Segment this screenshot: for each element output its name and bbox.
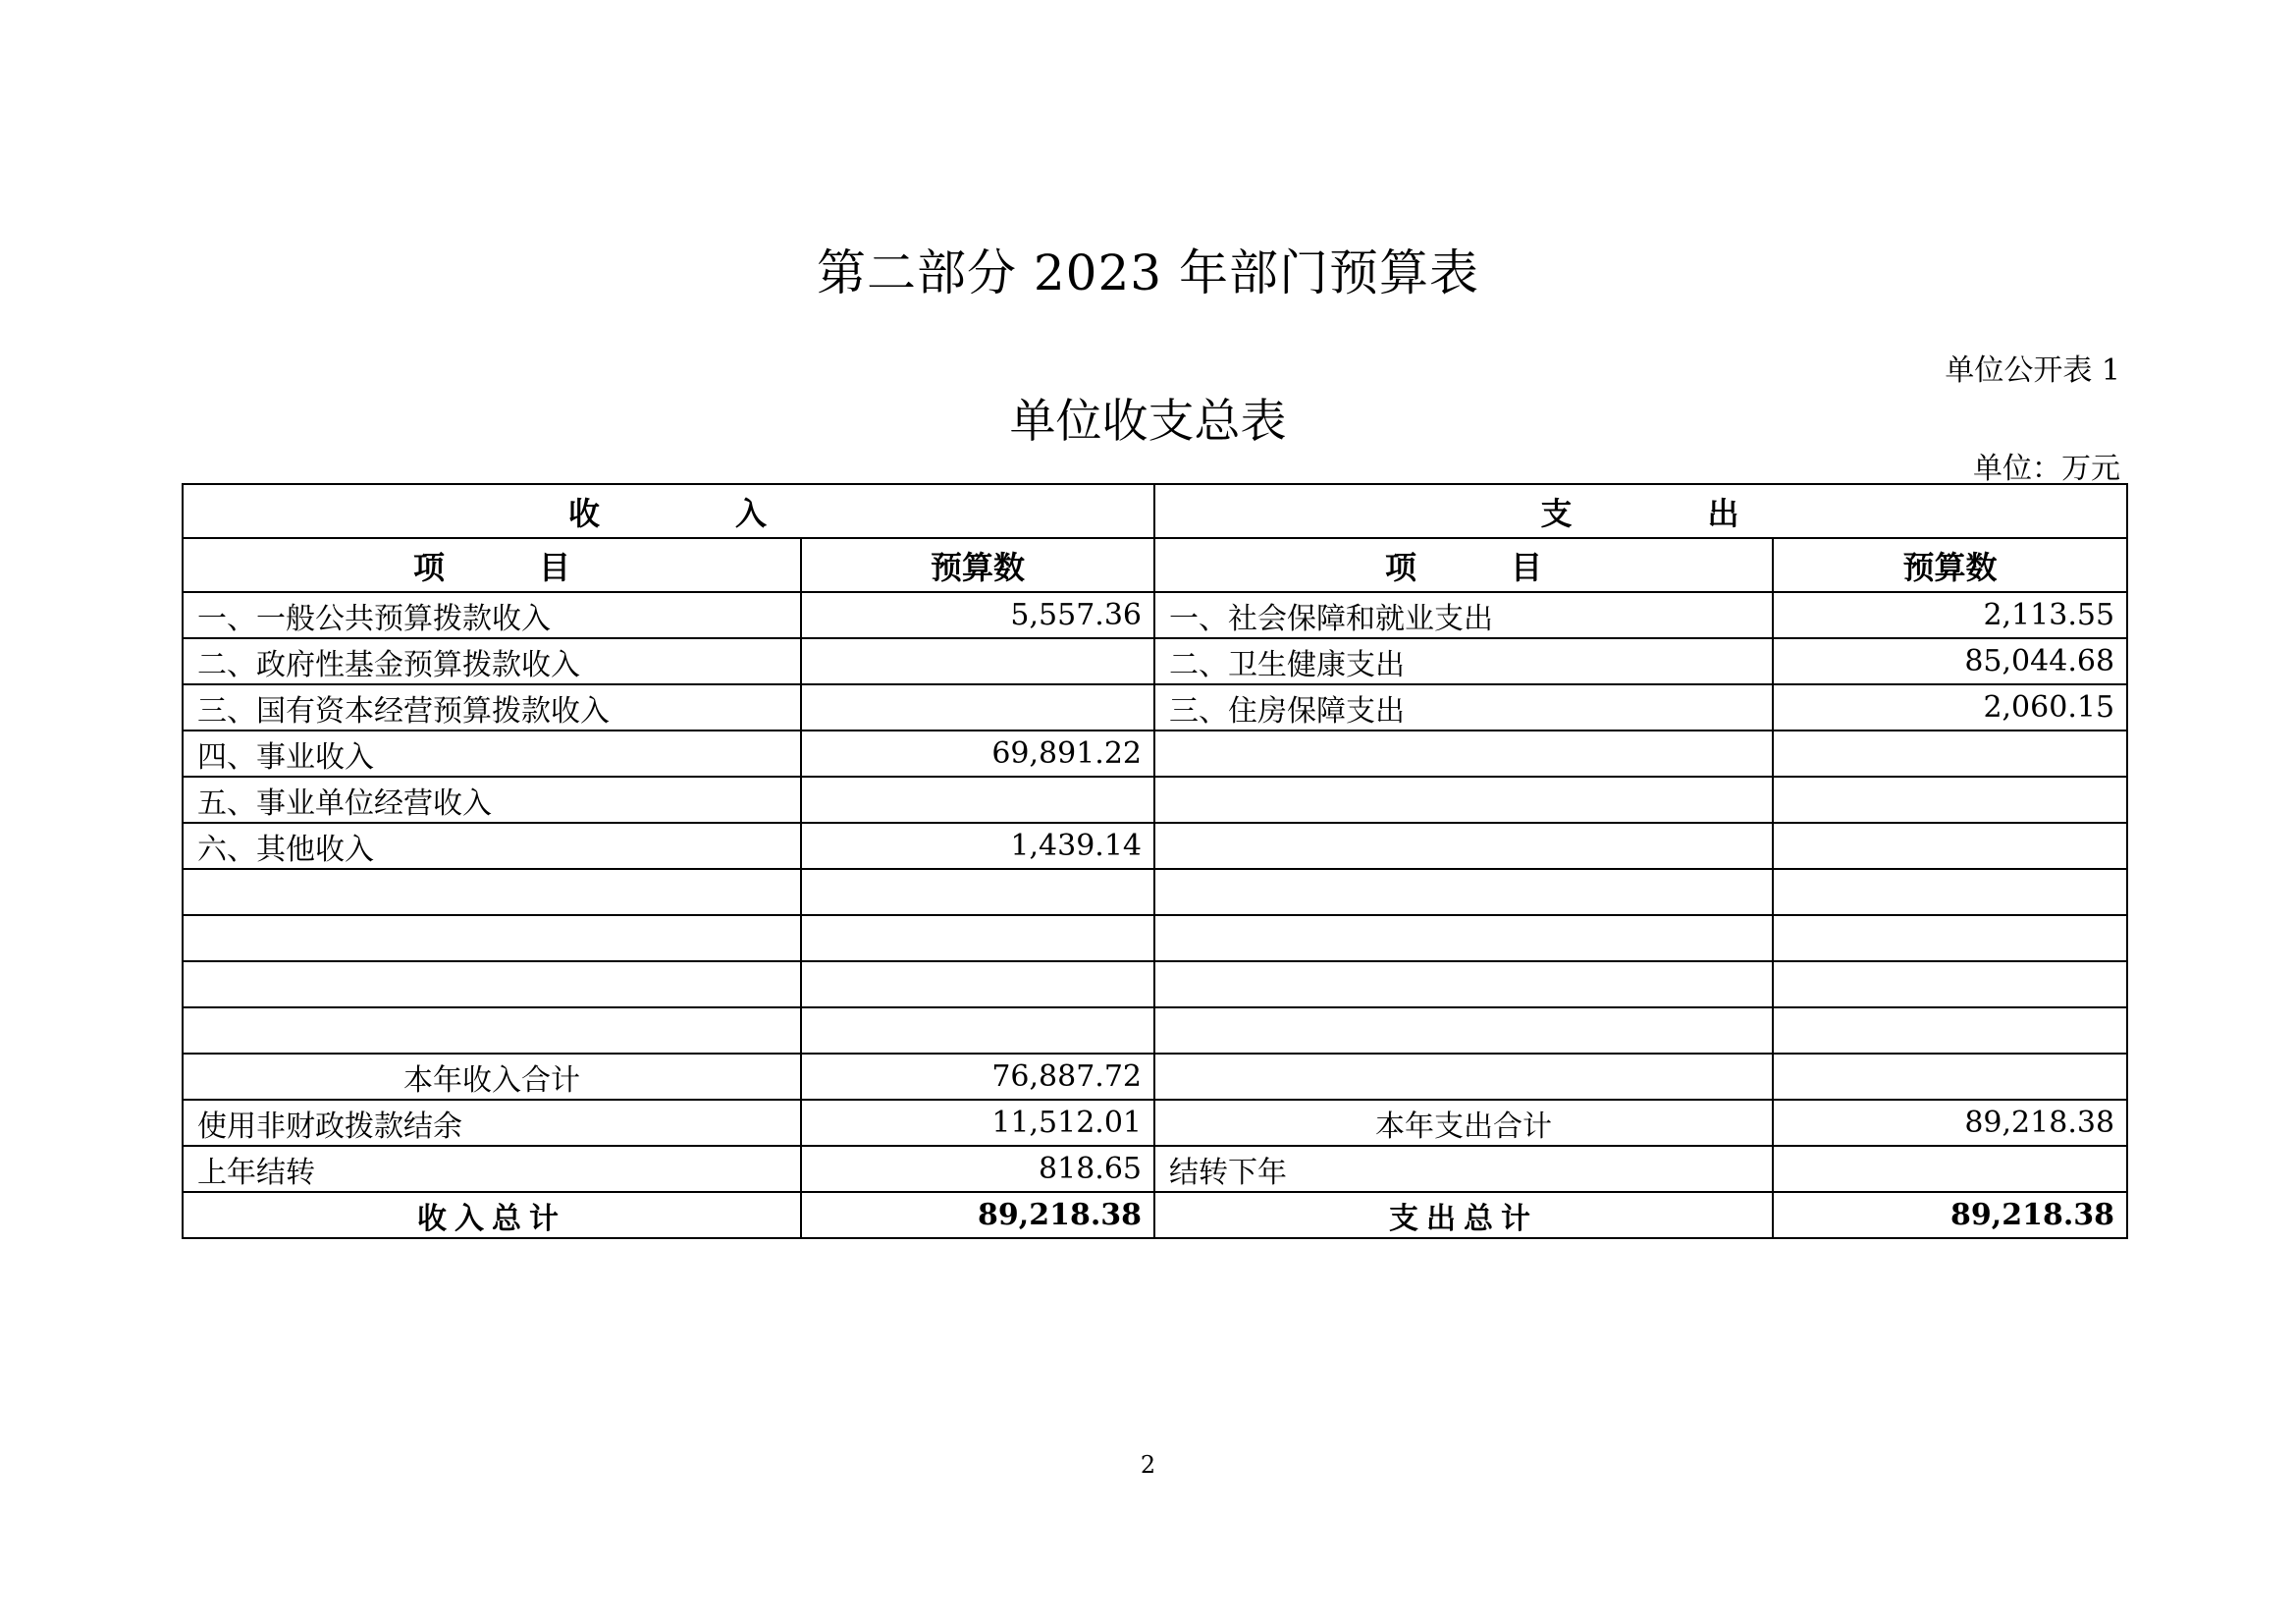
table-row xyxy=(183,823,2127,869)
income-item-cell: 三、国有资本经营预算拨款收入 xyxy=(183,684,801,731)
income-item-cell: 二、政府性基金预算拨款收入 xyxy=(183,638,801,684)
expense-item-cell xyxy=(1154,961,1773,1007)
expense-item-cell xyxy=(1154,777,1773,823)
carry-out-value xyxy=(1773,1146,2127,1192)
expense-value-cell: 2,060.15 xyxy=(1773,684,2127,731)
expense-value-cell: 85,044.68 xyxy=(1773,638,2127,684)
year-expense-total-label: 本年支出合计 xyxy=(1154,1100,1773,1146)
grand-total-row xyxy=(183,1192,2127,1238)
income-value-cell xyxy=(801,777,1154,823)
income-item-cell xyxy=(183,961,801,1007)
budget-summary-table xyxy=(182,483,2128,1239)
carry-in-value: 818.65 xyxy=(801,1146,1154,1192)
income-grand-total-label: 收入总计 xyxy=(183,1192,801,1238)
income-item-column-header: 项 目 xyxy=(183,538,801,592)
income-item-cell xyxy=(183,869,801,915)
year-income-total-row xyxy=(183,1054,2127,1100)
unit-label: 单位：万元 xyxy=(1973,452,2120,486)
expense-item-column-header: 项 目 xyxy=(1154,538,1773,592)
income-value-cell: 1,439.14 xyxy=(801,823,1154,869)
expense-section-header: 支 出 xyxy=(1154,484,2127,538)
table-row xyxy=(183,961,2127,1007)
table-row xyxy=(183,869,2127,915)
expense-item-cell xyxy=(1154,823,1773,869)
carry-out-label: 结转下年 xyxy=(1154,1146,1773,1192)
carry-in-label: 上年结转 xyxy=(183,1146,801,1192)
expense-value-cell xyxy=(1773,915,2127,961)
income-item-cell: 一、一般公共预算拨款收入 xyxy=(183,592,801,638)
income-value-cell: 5,557.36 xyxy=(801,592,1154,638)
table-row xyxy=(183,592,2127,638)
non-fiscal-balance-value: 11,512.01 xyxy=(801,1100,1154,1146)
table-id-label: 单位公开表 1 xyxy=(1945,353,2120,388)
year-income-total-value: 76,887.72 xyxy=(801,1054,1154,1100)
non-fiscal-balance-row xyxy=(183,1100,2127,1146)
expense-value-cell xyxy=(1773,731,2127,777)
income-item-cell xyxy=(183,915,801,961)
expense-value-cell xyxy=(1773,1007,2127,1054)
document-title: 第二部分 2023 年部门预算表 xyxy=(816,244,1480,301)
income-value-cell: 69,891.22 xyxy=(801,731,1154,777)
expense-item-cell xyxy=(1154,731,1773,777)
income-section-header: 收 入 xyxy=(183,484,1154,538)
table-row xyxy=(183,684,2127,731)
expense-value-cell xyxy=(1773,1054,2127,1100)
expense-grand-total-value: 89,218.38 xyxy=(1773,1192,2127,1238)
expense-item-cell xyxy=(1154,1054,1773,1100)
income-item-cell xyxy=(183,1007,801,1054)
expense-value-cell: 2,113.55 xyxy=(1773,592,2127,638)
expense-item-cell: 三、住房保障支出 xyxy=(1154,684,1773,731)
income-value-cell xyxy=(801,869,1154,915)
expense-item-cell: 二、卫生健康支出 xyxy=(1154,638,1773,684)
table-row xyxy=(183,915,2127,961)
expense-value-cell xyxy=(1773,823,2127,869)
income-value-cell xyxy=(801,638,1154,684)
column-header-row xyxy=(183,538,2127,592)
expense-value-cell xyxy=(1773,869,2127,915)
expense-item-cell: 一、社会保障和就业支出 xyxy=(1154,592,1773,638)
table-row xyxy=(183,1007,2127,1054)
income-item-cell: 四、事业收入 xyxy=(183,731,801,777)
income-item-cell: 五、事业单位经营收入 xyxy=(183,777,801,823)
income-item-cell: 六、其他收入 xyxy=(183,823,801,869)
expense-value-cell xyxy=(1773,961,2127,1007)
expense-item-cell xyxy=(1154,915,1773,961)
year-income-total-label: 本年收入合计 xyxy=(183,1054,801,1100)
income-value-cell xyxy=(801,684,1154,731)
expense-item-cell xyxy=(1154,869,1773,915)
year-expense-total-value: 89,218.38 xyxy=(1773,1100,2127,1146)
income-value-cell xyxy=(801,961,1154,1007)
income-value-cell xyxy=(801,1007,1154,1054)
expense-value-cell xyxy=(1773,777,2127,823)
table-title: 单位收支总表 xyxy=(1009,395,1287,449)
income-value-cell xyxy=(801,915,1154,961)
table-row xyxy=(183,777,2127,823)
page-number: 2 xyxy=(1140,1451,1156,1479)
table-row xyxy=(183,731,2127,777)
non-fiscal-balance-label: 使用非财政拨款结余 xyxy=(183,1100,801,1146)
expense-budget-column-header: 预算数 xyxy=(1773,538,2127,592)
carry-over-row xyxy=(183,1146,2127,1192)
income-grand-total-value: 89,218.38 xyxy=(801,1192,1154,1238)
table-row xyxy=(183,638,2127,684)
expense-item-cell xyxy=(1154,1007,1773,1054)
section-header-row xyxy=(183,484,2127,538)
expense-grand-total-label: 支出总计 xyxy=(1154,1192,1773,1238)
income-budget-column-header: 预算数 xyxy=(801,538,1154,592)
